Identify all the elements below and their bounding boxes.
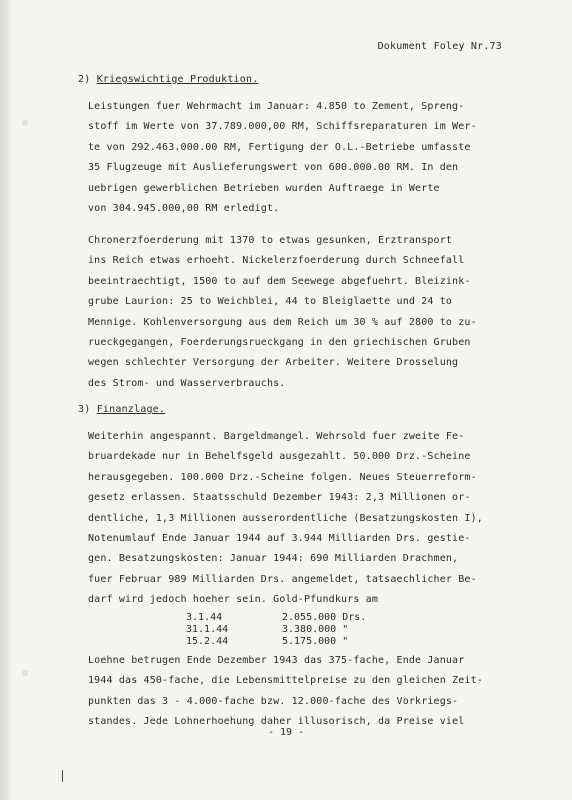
- paragraph-mining: [88, 231, 488, 394]
- text-line: Loehne betrugen Ende Dezember 1943 das 375-fache, Ende Januar: [88, 655, 465, 666]
- section-number: 3): [78, 404, 91, 415]
- text-line: 35 Flugzeuge mit Auslieferungswert von 600.000.00 RM. In den: [88, 162, 459, 174]
- text-line: des Strom- und Wasserverbrauchs.: [88, 377, 286, 389]
- text-line: ins Reich etwas erhoeht. Nickelerzfoerderung durch Schneefall: [88, 255, 465, 267]
- text-line: rueckgegangen, Foerderungsrueckgang in den griechischen Gruben: [88, 336, 471, 348]
- text-line: gen. Besatzungskosten: Januar 1944: 690 Milliarden Drachmen,: [88, 553, 459, 565]
- text-line: dentliche, 1,3 Millionen ausserordentliche (Besatzungskosten I),: [88, 512, 483, 524]
- page-number: - 19 -: [267, 727, 305, 738]
- section-heading-production: [78, 74, 258, 85]
- text-line: punkten das 3 - 4.000-fache bzw. 12.000-fache des Vorkriegs-: [88, 695, 459, 707]
- text-line: uebrigen gewerblichen Betrieben wurden Auftraege in Werte: [88, 182, 440, 194]
- section-title: Kriegswichtige Produktion.: [96, 74, 259, 85]
- gold-rate-row: [186, 624, 366, 636]
- gold-rate-row: [186, 636, 366, 648]
- text-line: grube Laurion: 25 to Weichblei, 44 to Bleiglaette und 24 to: [88, 296, 453, 308]
- margin-tick-mark: [62, 770, 63, 782]
- text-line: Leistungen fuer Wehrmacht im Januar: 4.850 to Zement, Spreng-: [88, 101, 465, 112]
- text-line: Weiterhin angespannt. Bargeldmangel. Wehrsold fuer zweite Fe-: [88, 431, 465, 442]
- text-line: wegen schlechter Versorgung der Arbeiter. Weitere Drosselung: [88, 357, 459, 369]
- text-line: darf wird jedoch hoeher sein. Gold-Pfundkurs am: [88, 594, 379, 606]
- text-line: stoff im Werte von 37.789.000,00 RM, Schiffsreparaturen im Wer-: [88, 121, 477, 133]
- punch-hole-mark: [22, 670, 28, 676]
- text-line: standes. Jede Lohnerhoehung daher illusorisch, da Preise viel: [88, 716, 465, 728]
- paragraph-finance: [88, 427, 488, 611]
- section-heading-finance: [78, 404, 165, 415]
- gold-rate-value: 5.175.000 ": [282, 635, 349, 647]
- text-line: 1944 das 450-fache, die Lebensmittelpreise zu den gleichen Zeit-: [88, 675, 483, 687]
- text-line: te von 292.463.000.00 RM, Fertigung der O.L.-Betriebe umfasste: [88, 141, 471, 153]
- document-reference: Dokument Foley Nr.73: [377, 41, 502, 52]
- punch-hole-mark: [22, 120, 28, 126]
- gold-rate-table: [186, 612, 366, 647]
- gold-rate-row: [186, 612, 366, 624]
- text-line: von 304.945.000,00 RM erledigt.: [88, 202, 280, 214]
- gold-rate-date: 15.2.44: [186, 635, 229, 647]
- section-title: Finanzlage.: [96, 404, 166, 415]
- text-line: beeintraechtigt, 1500 to auf dem Seewege abgefuehrt. Bleizink-: [88, 275, 471, 287]
- section-number: 2): [78, 74, 91, 85]
- text-line: fuer Februar 989 Milliarden Drs. angemeldet, tatsaechlicher Be-: [88, 573, 477, 585]
- text-line: Notenumlauf Ende Januar 1944 auf 3.944 Milliarden Drs. gestie-: [88, 532, 471, 544]
- gold-rate-value: 2.055.000 Drs.: [282, 612, 367, 623]
- text-line: Mennige. Kohlenversorgung aus dem Reich um 30 % auf 2800 to zu-: [88, 316, 477, 328]
- gold-rate-date: 31.1.44: [186, 623, 229, 635]
- gold-rate-value: 3.380.000 ": [282, 623, 349, 635]
- paragraph-military-production: [88, 97, 488, 219]
- text-line: gesetz erlassen. Staatsschuld Dezember 1943: 2,3 Millionen or-: [88, 492, 471, 504]
- gold-rate-date: 3.1.44: [186, 612, 223, 623]
- text-line: bruardekade nur in Behelfsgeld ausgezahlt. 50.000 Drz.-Scheine: [88, 451, 471, 463]
- text-line: herausgegeben. 100.000 Drz.-Scheine folgen. Neues Steuerreform-: [88, 471, 477, 483]
- paragraph-wages-prices: [88, 651, 488, 733]
- text-line: Chronerzfoerderung mit 1370 to etwas gesunken, Erztransport: [88, 235, 453, 246]
